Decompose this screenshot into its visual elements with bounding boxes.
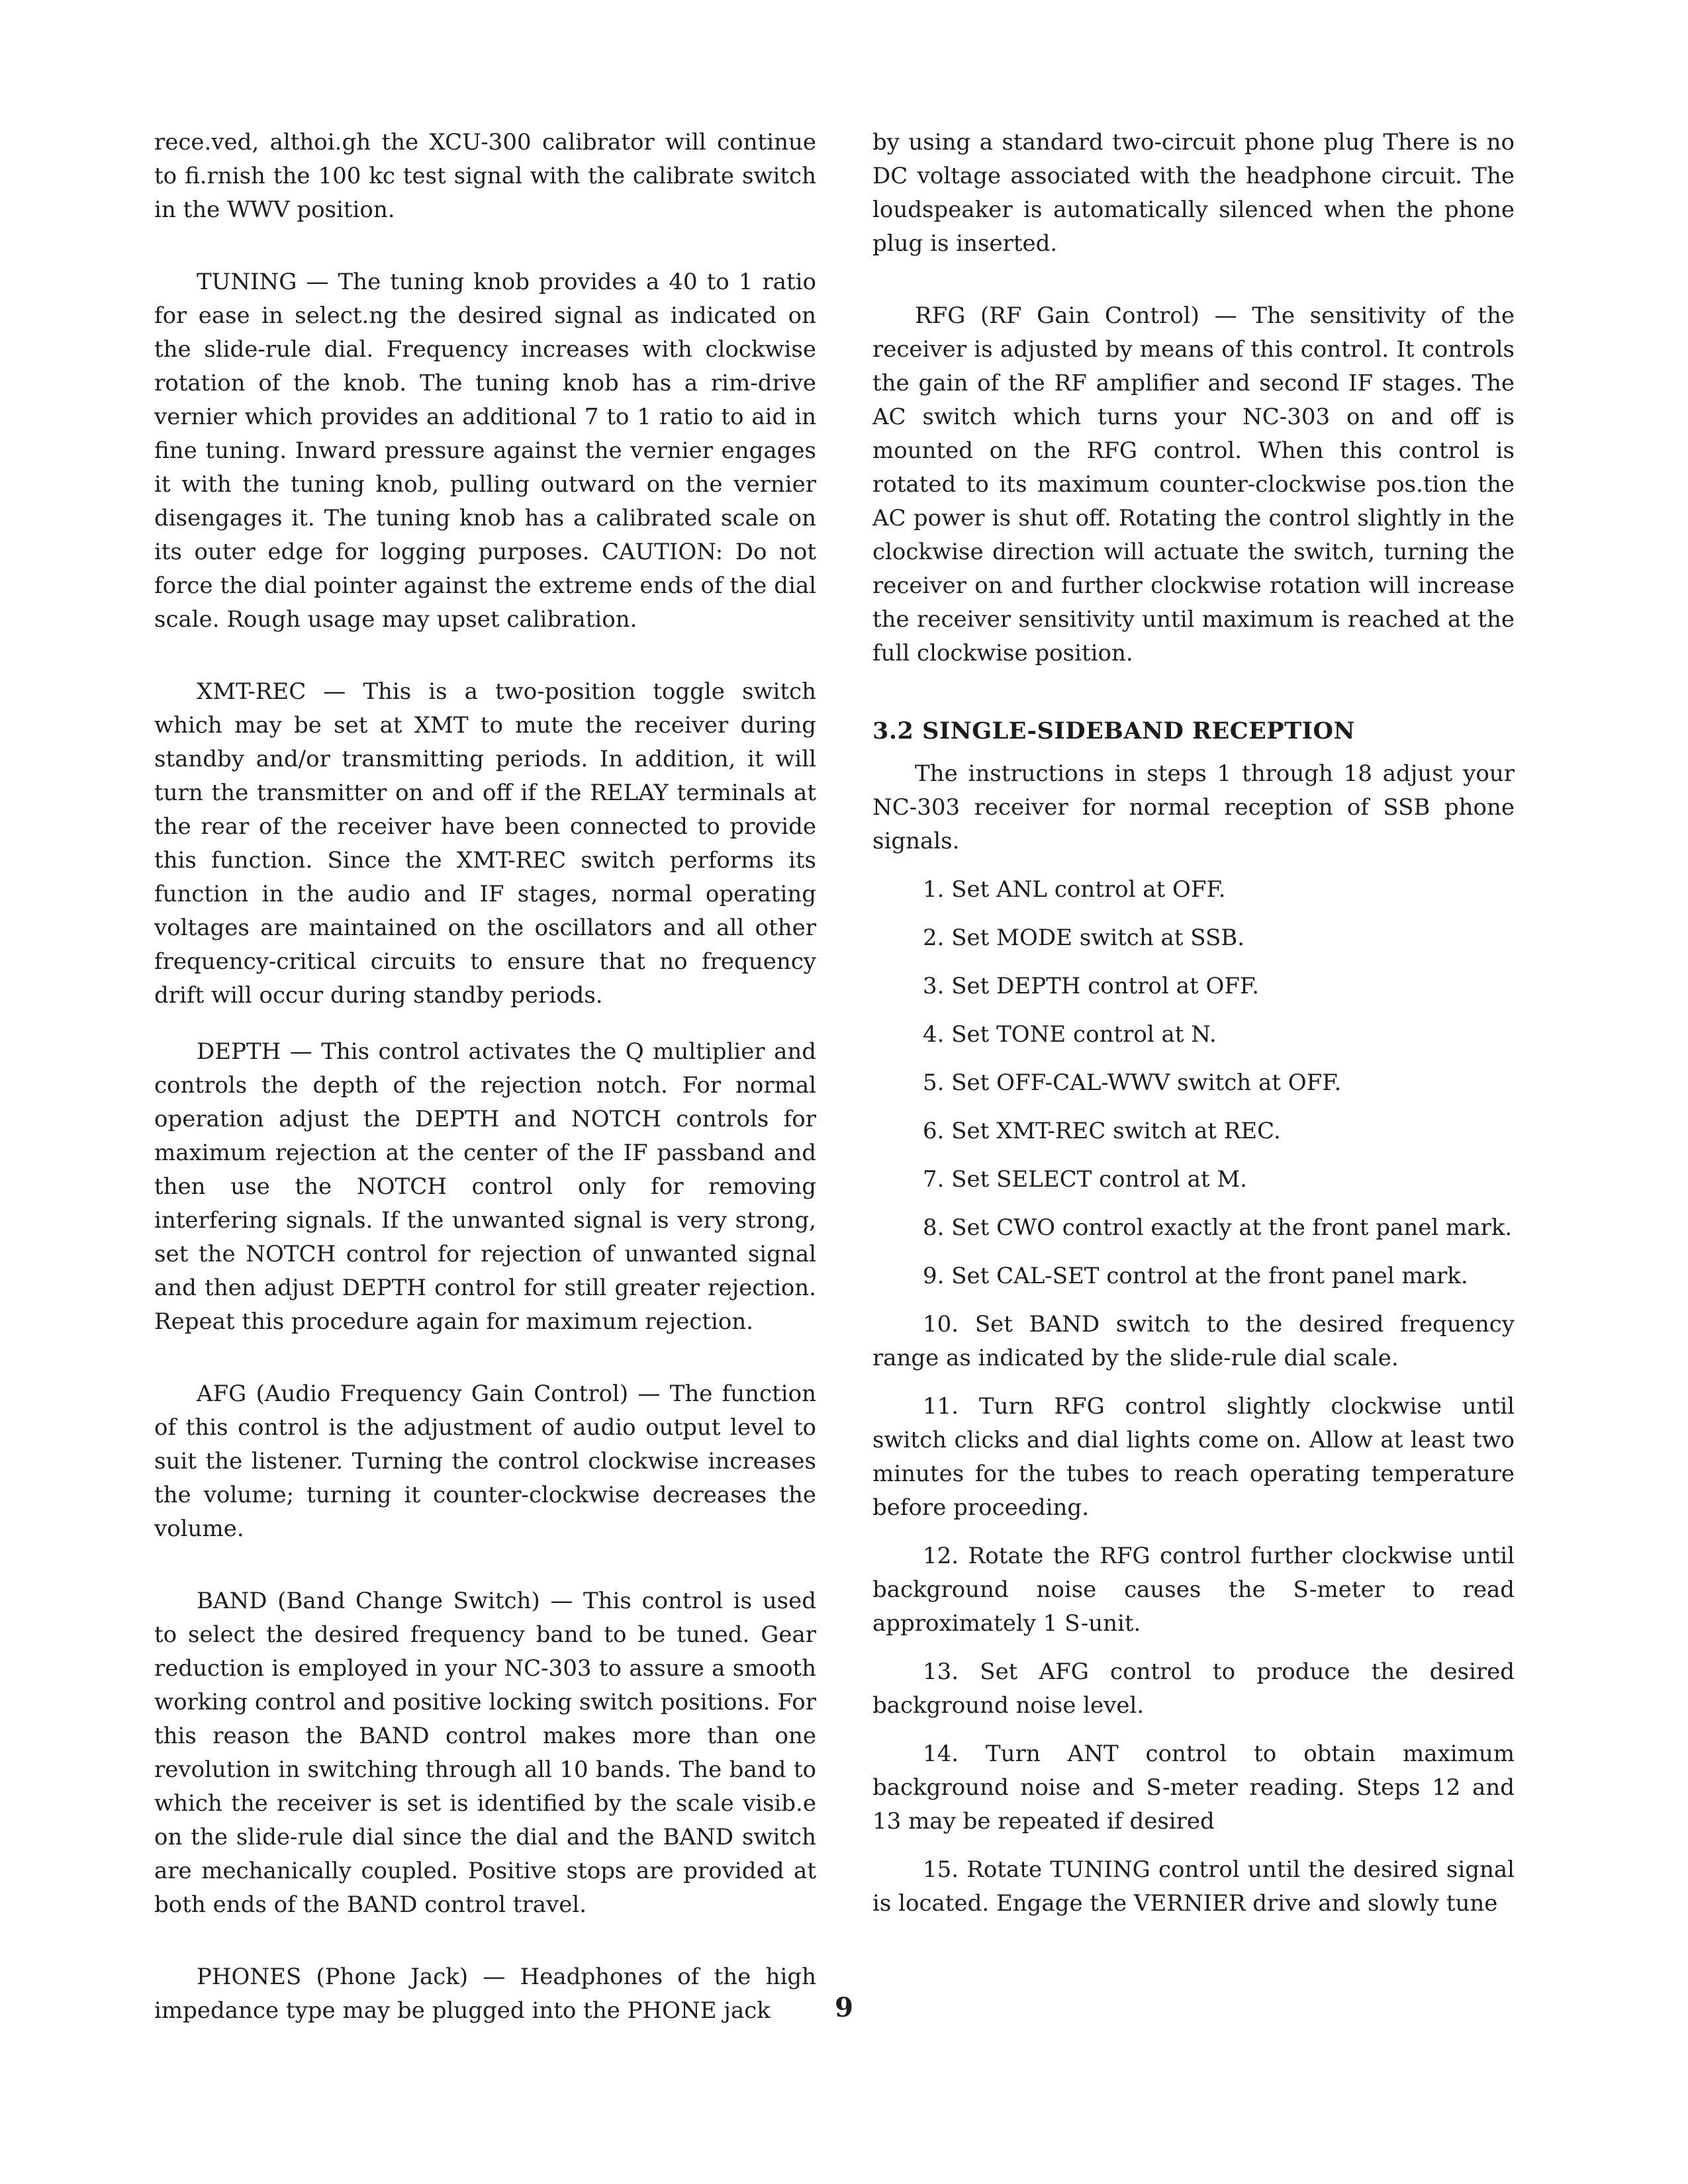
step-item: 5. Set OFF-CAL-WWV switch at OFF. [923, 1069, 1342, 1096]
step-item: 3. Set DEPTH control at OFF. [923, 973, 1260, 999]
step-item: 8. Set CWO control exactly at the front panel mark. [923, 1214, 1513, 1241]
step-item: 1. Set ANL control at OFF. [923, 876, 1226, 903]
right-column [872, 126, 1515, 1921]
section-heading: 3.2 SINGLE-SIDEBAND RECEPTION [872, 717, 1356, 745]
paragraph-ssb-intro: The instructions in steps 1 through 18 adjust your NC-303 receiver for normal reception of SSB phone signals. [872, 760, 1515, 854]
step-item: 9. Set CAL-SET control at the front panel mark. [923, 1263, 1468, 1289]
page-number: 9 [835, 1992, 853, 2023]
step-item: 14. Turn ANT control to obtain maximum background noise and S-meter reading. Steps 12 and 13 may be repeated if desired [872, 1741, 1515, 1835]
paragraph-rfg: RFG (RF Gain Control) — The sensitivity of the receiver is adjusted by means of this control. It controls the gain of the RF amplifier and second IF stages. The AC switch which turns your NC-303 on and off is mounted on the RFG control. When this control is rotated to its maximum counter-clockwise pos.tion the AC power is shut off. Rotating the control slightly in the clockwise direction will actuate the switch, turning the receiver on and further clockwise rotation will increase the receiver sensitivity until maximum is reached at the full clockwise position. [872, 302, 1515, 666]
step-item: 10. Set BAND switch to the desired frequency range as indicated by the slide-rule dial scale. [872, 1311, 1515, 1371]
step-item: 15. Rotate TUNING control until the desired signal is located. Engage the VERNIER drive and slowly tune [872, 1856, 1515, 1917]
step-item: 13. Set AFG control to produce the desired background noise level. [872, 1659, 1515, 1719]
step-item: 4. Set TONE control at N. [923, 1021, 1217, 1048]
paragraph-xmt-rec: XMT-REC — This is a two-position toggle switch which may be set at XMT to mute the receiver during standby and/or transmitting periods. In addition, it will turn the transmitter on and off if the RELAY terminals at the rear of the receiver have been connected to provide this function. Since the XMT-REC switch performs its function in the audio and IF stages, normal operating voltages are maintained on the oscillators and all other frequency-critical circuits to ensure that no frequency drift will occur during standby periods. [154, 678, 816, 1009]
step-item: 2. Set MODE switch at SSB. [923, 925, 1245, 951]
paragraph-depth: DEPTH — This control activates the Q multiplier and controls the depth of the rejection notch. For normal operation adjust the DEPTH and NOTCH controls for maximum rejection at the center of the IF passband and then use the NOTCH control only for removing interfering signals. If the unwanted signal is very strong, set the NOTCH control for rejection of unwanted signal and then adjust DEPTH control for still greater rejection. Repeat this procedure again for maximum rejection. [154, 1038, 816, 1335]
paragraph-tuning: TUNING — The tuning knob provides a 40 to 1 ratio for ease in select.ng the desired signal as indicated on the slide-rule dial. Frequency increases with clockwise rotation of the knob. The tuning knob has a rim-drive vernier which provides an additional 7 to 1 ratio to aid in fine tuning. Inward pressure against the vernier engages it with the tuning knob, pulling outward on the vernier disengages it. The tuning knob has a calibrated scale on its outer edge for logging purposes. CAUTION: Do not force the dial pointer against the extreme ends of the dial scale. Rough usage may upset calibration. [154, 269, 816, 633]
paragraph-phone-plug: by using a standard two-circuit phone plug There is no DC voltage associated with the headphone circuit. The loudspeaker is automatically silenced when the phone plug is inserted. [872, 129, 1515, 257]
step-item: 12. Rotate the RFG control further clockwise until background noise causes the S-meter to read approximately 1 S-unit. [872, 1543, 1515, 1637]
step-item: 7. Set SELECT control at M. [923, 1166, 1247, 1193]
step-item: 11. Turn RFG control slightly clockwise until switch clicks and dial lights come on. Allow at least two minutes for the tubes to reach operating temperature before proceeding. [872, 1393, 1515, 1521]
paragraph-band: BAND (Band Change Switch) — This control is used to select the desired frequency band to be tuned. Gear reduction is employed in your NC-303 to assure a smooth working control and positive locking switch positions. For this reason the BAND control makes more than one revolution in switching through all 10 bands. The band to which the receiver is set is identified by the scale visib.e on the slide-rule dial since the dial and the BAND switch are mechanically coupled. Positive stops are provided at both ends of the BAND control travel. [154, 1588, 816, 1918]
paragraph-phones: PHONES (Phone Jack) — Headphones of the high impedance type may be plugged into the PHONE jack [154, 1964, 816, 2024]
step-item: 6. Set XMT-REC switch at REC. [923, 1118, 1281, 1144]
paragraph-calibrator: rece.ved, althoi.gh the XCU-300 calibrator will continue to fi.rnish the 100 kc test signal with the calibrate switch in the WWV position. [154, 129, 816, 223]
paragraph-afg: AFG (Audio Frequency Gain Control) — The function of this control is the adjustment of audio output level to suit the listener. Turning the control clockwise increases the volume; turning it counter-clockwise decreases the volume. [154, 1381, 816, 1542]
left-column [154, 126, 816, 2028]
